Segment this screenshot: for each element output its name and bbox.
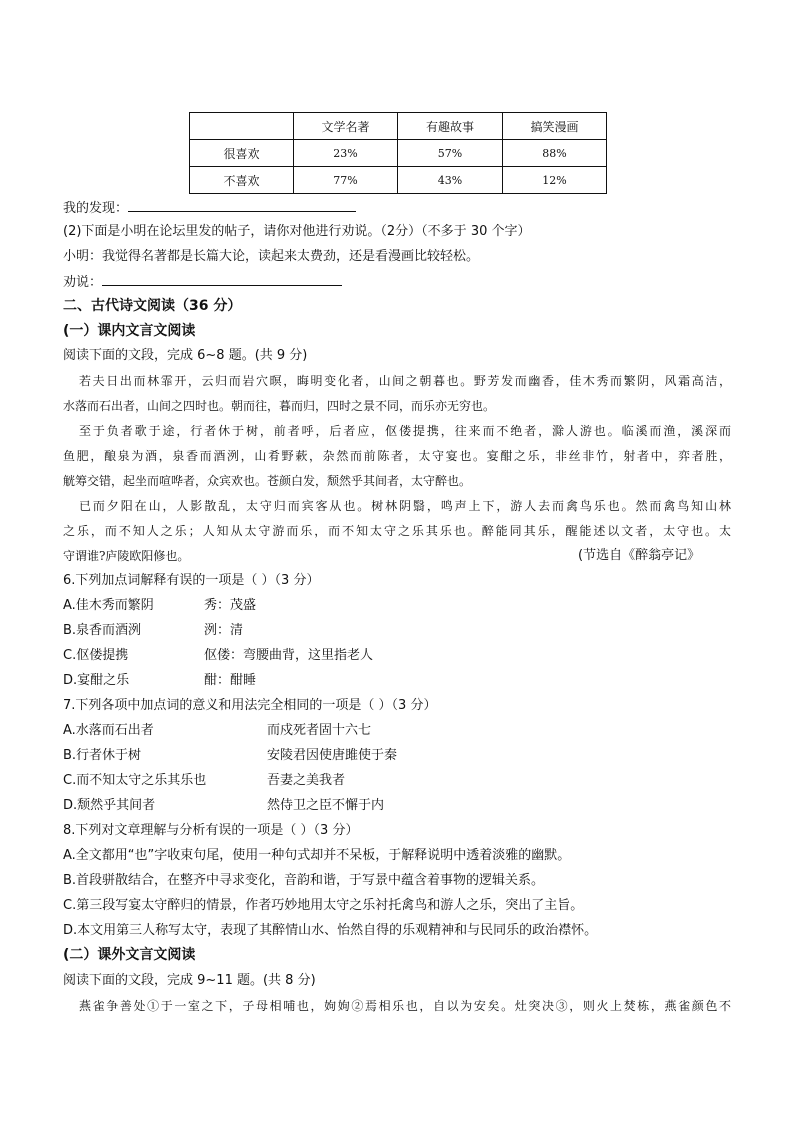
q8-option-b: B.首段骈散结合，在整齐中寻求变化，音韵和谐，于写景中蕴含着事物的逻辑关系。 xyxy=(63,873,545,888)
q5-part2: (2)下面是小明在论坛里发的帖子，请你对他进行劝说。（2分）（不多于 30 个字） xyxy=(63,224,531,239)
q6-option-a-note: 秀：茂盛 xyxy=(204,598,257,613)
q7-option-c: C.而不知太守之乐其乐也 xyxy=(63,773,207,788)
q8-option-a: A.全文都用“也”字收束句尾，使用一种句式却并不呆板，于解释说明中透着淡雅的幽默。 xyxy=(63,848,571,863)
q7-option-a-compare: 而戍死者固十六七 xyxy=(267,723,372,738)
finding-label: 我的发现： xyxy=(63,201,129,216)
part1-instruction: 阅读下面的文段，完成 6~8 题。(共 9 分) xyxy=(63,348,308,363)
table-header-row xyxy=(190,113,607,140)
section-title: 二、古代诗文阅读（36 分） xyxy=(63,298,242,314)
passage2-line: 燕雀争善处①于一室之下，子母相哺也，姁姁②焉相乐也，自以为安矣。灶突决③，则火上焚栋，燕雀颜色不 xyxy=(79,999,731,1013)
table-corner-cell xyxy=(190,113,294,140)
q6-option-c-note: 伛偻：弯腰曲背，这里指老人 xyxy=(204,648,374,663)
passage-line: 至于负者歌于途，行者休于树，前者呼，后者应，伛偻提携，往来而不绝者，滁人游也。临溪而渔，溪深而 xyxy=(79,424,731,438)
q6-option-d: D.宴酣之乐 xyxy=(63,673,130,688)
passage-line: 水落而石出者，山间之四时也。朝而往，暮而归，四时之景不同，而乐亦无穷也。 xyxy=(63,399,496,413)
q8-option-c: C.第三段写宴太守醉归的情景，作者巧妙地用太守之乐衬托禽鸟和游人之乐，突出了主旨。 xyxy=(63,898,584,913)
part1-title: (一）课内文言文阅读 xyxy=(63,323,196,339)
table-cell: 23% xyxy=(294,140,398,167)
finding-line xyxy=(63,199,356,218)
xiaoming-post: 小明：我觉得名著都是长篇大论，读起来太费劲，还是看漫画比较轻松。 xyxy=(63,249,480,264)
answer-blank[interactable] xyxy=(128,199,356,212)
passage-source: (节选自《醉翁亭记》 xyxy=(578,548,701,563)
q8-stem: 8.下列对文章理解与分析有误的一项是（ ）（3 分） xyxy=(63,823,359,838)
passage-line: 守谓谁?庐陵欧阳修也。 xyxy=(63,549,190,563)
table-row xyxy=(190,140,607,167)
table-header-cell: 有趣故事 xyxy=(398,113,503,140)
q8-option-d: D.本文用第三人称写太守，表现了其醉情山水、怡然自得的乐观精神和与民同乐的政治襟怀。 xyxy=(63,923,598,938)
passage-line: 之乐，而不知人之乐；人知从太守游而乐，而不知太守之乐其乐也。醉能同其乐，醒能述以文者，太守也。太 xyxy=(63,524,731,538)
passage-line: 已而夕阳在山，人影散乱，太守归而宾客从也。树林阴翳，鸣声上下，游人去而禽鸟乐也。然而禽鸟知山林 xyxy=(79,499,731,513)
persuade-label: 劝说： xyxy=(63,275,103,290)
q6-option-b-note: 洌：清 xyxy=(204,623,244,638)
table-header-cell: 文学名著 xyxy=(294,113,398,140)
q7-option-d: D.颓然乎其间者 xyxy=(63,798,156,813)
q7-option-b-compare: 安陵君因使唐雎使于秦 xyxy=(267,748,398,763)
table-cell: 12% xyxy=(503,167,607,194)
table-row-label: 很喜欢 xyxy=(190,140,294,167)
part2-title: (二）课外文言文阅读 xyxy=(63,947,196,963)
q7-option-c-compare: 吾妻之美我者 xyxy=(267,773,346,788)
q6-option-a: A.佳木秀而繁阴 xyxy=(63,598,154,613)
passage-line: 若夫日出而林霏开，云归而岩穴暝，晦明变化者，山间之朝暮也。野芳发而幽香，佳木秀而繁阴，风霜高洁， xyxy=(79,374,731,388)
table-cell: 57% xyxy=(398,140,503,167)
q7-stem: 7.下列各项中加点词的意义和用法完全相同的一项是（ ）（3 分） xyxy=(63,698,437,713)
passage-line: 觥筹交错，起坐而喧哗者，众宾欢也。苍颜白发，颓然乎其间者，太守醉也。 xyxy=(63,474,472,488)
table-cell: 88% xyxy=(503,140,607,167)
answer-blank[interactable] xyxy=(102,273,342,286)
q6-option-c: C.伛偻提携 xyxy=(63,648,129,663)
q7-option-d-compare: 然侍卫之臣不懈于内 xyxy=(267,798,385,813)
table-row xyxy=(190,167,607,194)
survey-table xyxy=(189,112,607,194)
q7-option-a: A.水落而石出者 xyxy=(63,723,154,738)
part2-instruction: 阅读下面的文段，完成 9~11 题。(共 8 分) xyxy=(63,973,316,988)
table-header-cell: 搞笑漫画 xyxy=(503,113,607,140)
q6-option-d-note: 酣：酣睡 xyxy=(204,673,257,688)
table-cell: 77% xyxy=(294,167,398,194)
table-row-label: 不喜欢 xyxy=(190,167,294,194)
passage-line: 鱼肥，酿泉为酒，泉香而酒洌，山肴野蔌，杂然而前陈者，太守宴也。宴酣之乐，非丝非竹，射者中，弈者胜， xyxy=(63,449,731,463)
q7-option-b: B.行者休于树 xyxy=(63,748,142,763)
q6-stem: 6.下列加点词解释有误的一项是（ ）（3 分） xyxy=(63,573,320,588)
q6-option-b: B.泉香而酒洌 xyxy=(63,623,142,638)
persuade-line xyxy=(63,273,342,292)
table-cell: 43% xyxy=(398,167,503,194)
